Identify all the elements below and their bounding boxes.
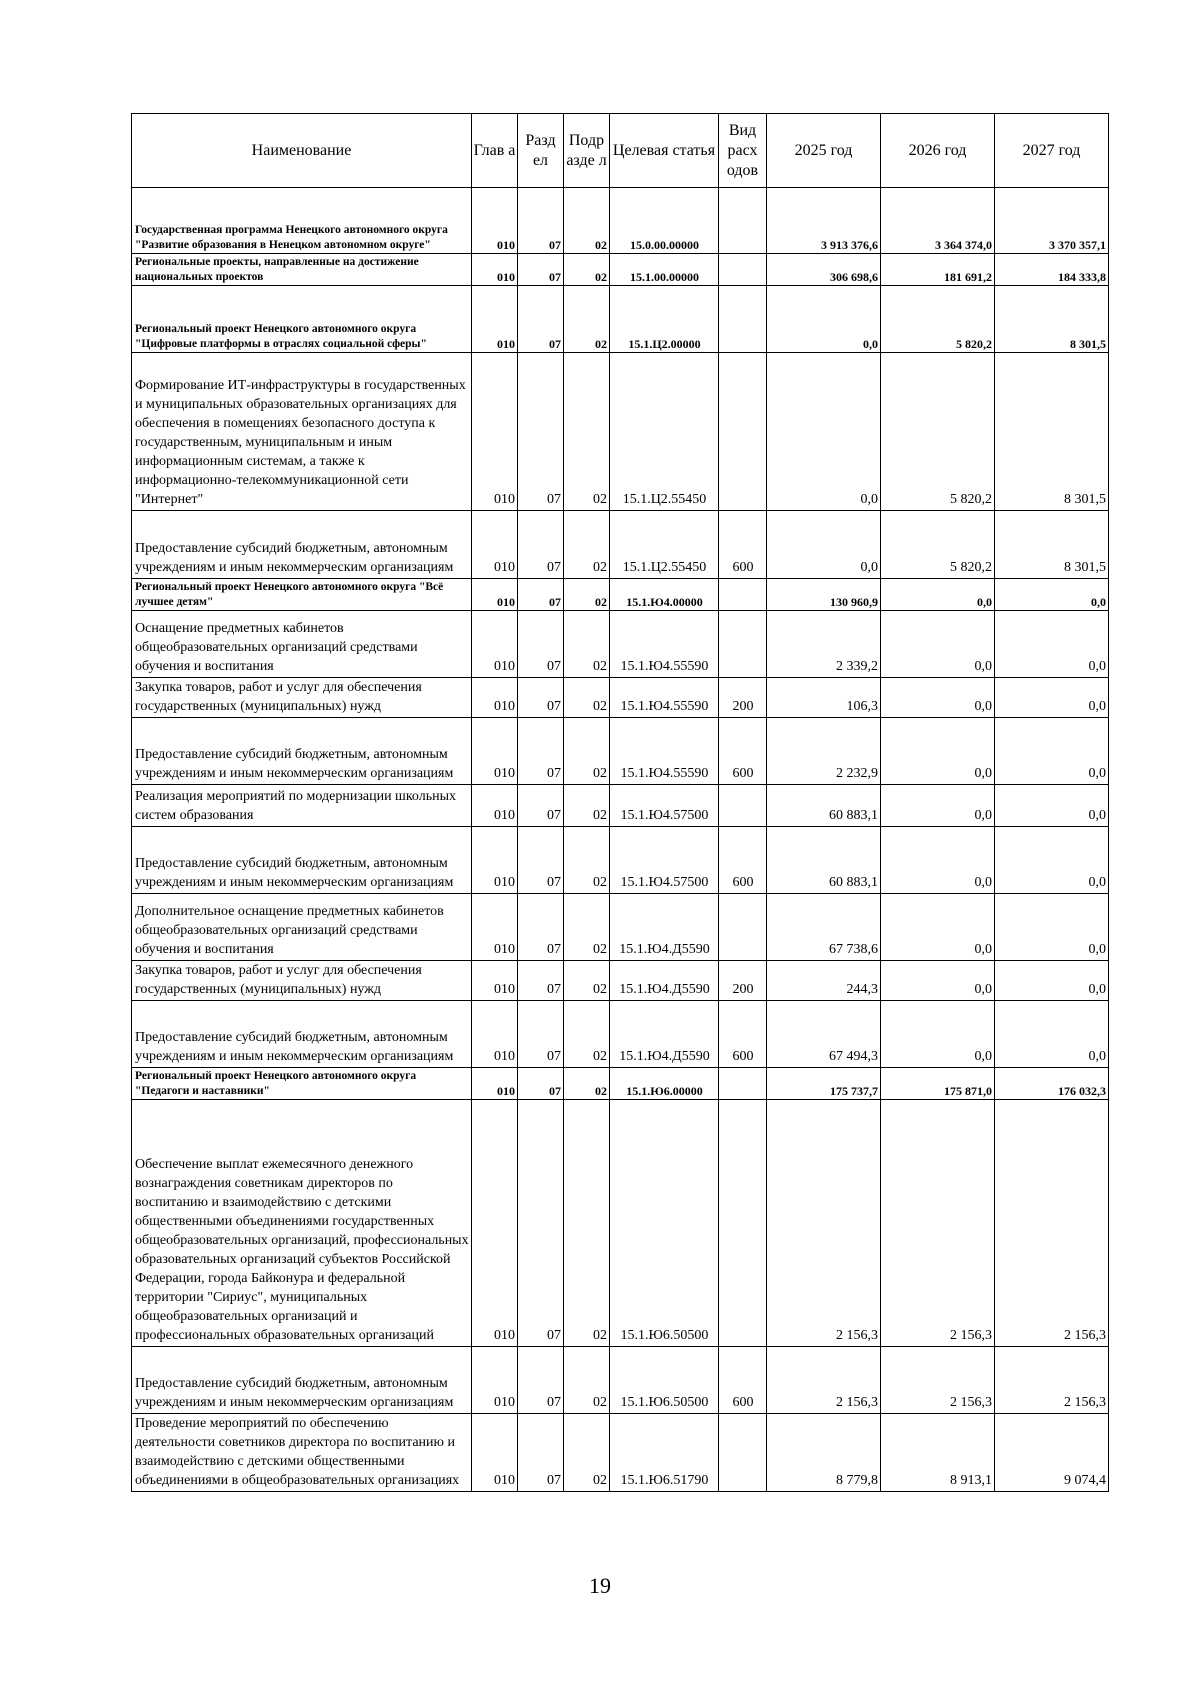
cell-name: Региональный проект Ненецкого автономного округа "Цифровые платформы в отраслях социальной сферы" [132, 286, 472, 353]
cell-vid [719, 286, 767, 353]
cell-tselevaya: 15.1.Ю4.55590 [610, 718, 719, 785]
cell-tselevaya: 15.1.Ю6.51790 [610, 1414, 719, 1492]
cell-y2027: 8 301,5 [995, 511, 1109, 579]
cell-y2026: 181 691,2 [881, 254, 995, 286]
page-number: 19 [589, 1573, 611, 1598]
cell-y2026: 0,0 [881, 611, 995, 678]
cell-tselevaya: 15.1.Ю4.00000 [610, 579, 719, 611]
cell-tselevaya: 15.1.Ц2.55450 [610, 511, 719, 579]
cell-y2027: 0,0 [995, 1001, 1109, 1068]
cell-vid [719, 611, 767, 678]
cell-y2026: 8 913,1 [881, 1414, 995, 1492]
cell-podrazdel: 02 [564, 1100, 610, 1347]
table-row [132, 1414, 1109, 1492]
cell-podrazdel: 02 [564, 1347, 610, 1414]
cell-tselevaya: 15.1.Ю4.55590 [610, 611, 719, 678]
cell-y2026: 5 820,2 [881, 353, 995, 511]
cell-glava: 010 [472, 1100, 518, 1347]
cell-tselevaya: 15.1.Ц2.00000 [610, 286, 719, 353]
cell-y2025: 130 960,9 [767, 579, 881, 611]
cell-name: Закупка товаров, работ и услуг для обеспечения государственных (муниципальных) нужд [132, 678, 472, 718]
cell-razdel: 07 [518, 785, 564, 827]
cell-y2027: 2 156,3 [995, 1347, 1109, 1414]
cell-podrazdel: 02 [564, 894, 610, 961]
cell-y2027: 176 032,3 [995, 1068, 1109, 1100]
cell-glava: 010 [472, 1068, 518, 1100]
header-razdel: Разд ел [518, 114, 564, 188]
cell-y2027: 8 301,5 [995, 353, 1109, 511]
table-body [132, 188, 1109, 1492]
table-row [132, 188, 1109, 254]
cell-podrazdel: 02 [564, 678, 610, 718]
cell-razdel: 07 [518, 894, 564, 961]
cell-glava: 010 [472, 254, 518, 286]
header-glava: Глав а [472, 114, 518, 188]
cell-y2025: 0,0 [767, 511, 881, 579]
cell-y2025: 3 913 376,6 [767, 188, 881, 254]
header-name: Наименование [132, 114, 472, 188]
cell-razdel: 07 [518, 511, 564, 579]
cell-y2027: 184 333,8 [995, 254, 1109, 286]
cell-y2026: 3 364 374,0 [881, 188, 995, 254]
cell-name: Региональный проект Ненецкого автономного округа "Всё лучшее детям" [132, 579, 472, 611]
cell-vid [719, 579, 767, 611]
table-row [132, 785, 1109, 827]
cell-razdel: 07 [518, 1068, 564, 1100]
cell-name: Региональный проект Ненецкого автономного округа "Педагоги и наставники" [132, 1068, 472, 1100]
cell-y2026: 2 156,3 [881, 1347, 995, 1414]
cell-podrazdel: 02 [564, 718, 610, 785]
cell-glava: 010 [472, 188, 518, 254]
budget-table [131, 113, 1109, 1492]
cell-razdel: 07 [518, 1347, 564, 1414]
header-2026: 2026 год [881, 114, 995, 188]
cell-vid: 600 [719, 718, 767, 785]
cell-podrazdel: 02 [564, 611, 610, 678]
table-row [132, 1001, 1109, 1068]
cell-tselevaya: 15.1.Ю6.00000 [610, 1068, 719, 1100]
cell-y2025: 2 156,3 [767, 1100, 881, 1347]
cell-tselevaya: 15.0.00.00000 [610, 188, 719, 254]
cell-y2027: 8 301,5 [995, 286, 1109, 353]
cell-podrazdel: 02 [564, 827, 610, 894]
cell-glava: 010 [472, 785, 518, 827]
cell-podrazdel: 02 [564, 286, 610, 353]
cell-razdel: 07 [518, 718, 564, 785]
cell-y2026: 0,0 [881, 1001, 995, 1068]
table-row [132, 1347, 1109, 1414]
cell-glava: 010 [472, 511, 518, 579]
cell-razdel: 07 [518, 286, 564, 353]
table-row [132, 254, 1109, 286]
cell-vid: 200 [719, 961, 767, 1001]
cell-vid: 600 [719, 1001, 767, 1068]
cell-y2027: 2 156,3 [995, 1100, 1109, 1347]
cell-y2025: 244,3 [767, 961, 881, 1001]
cell-podrazdel: 02 [564, 353, 610, 511]
table-row [132, 579, 1109, 611]
table-row [132, 511, 1109, 579]
cell-y2026: 175 871,0 [881, 1068, 995, 1100]
cell-y2025: 8 779,8 [767, 1414, 881, 1492]
cell-y2025: 2 156,3 [767, 1347, 881, 1414]
cell-razdel: 07 [518, 1100, 564, 1347]
cell-podrazdel: 02 [564, 188, 610, 254]
cell-razdel: 07 [518, 188, 564, 254]
cell-tselevaya: 15.1.Ю4.55590 [610, 678, 719, 718]
cell-y2027: 9 074,4 [995, 1414, 1109, 1492]
cell-y2026: 0,0 [881, 894, 995, 961]
cell-name: Обеспечение выплат ежемесячного денежного вознаграждения советникам директоров по воспитанию и взаимодействию с детскими общественными объединениями государственных общеобразовательных организаций, профессиональных образовательных организаций субъектов Российской Федерации, города Байконура и федеральной территории "Сириус", муниципальных общеобразовательных организаций и профессиональных образовательных организаций [132, 1100, 472, 1347]
cell-podrazdel: 02 [564, 579, 610, 611]
cell-y2026: 0,0 [881, 827, 995, 894]
cell-glava: 010 [472, 1347, 518, 1414]
cell-y2027: 0,0 [995, 718, 1109, 785]
cell-y2025: 2 232,9 [767, 718, 881, 785]
cell-vid [719, 1414, 767, 1492]
cell-y2026: 5 820,2 [881, 286, 995, 353]
cell-glava: 010 [472, 827, 518, 894]
header-2027: 2027 год [995, 114, 1109, 188]
cell-name: Реализация мероприятий по модернизации школьных систем образования [132, 785, 472, 827]
header-podrazdel: Подр азде л [564, 114, 610, 188]
cell-y2027: 3 370 357,1 [995, 188, 1109, 254]
cell-name: Государственная программа Ненецкого автономного округа "Развитие образования в Ненецком автономном округе" [132, 188, 472, 254]
cell-y2025: 175 737,7 [767, 1068, 881, 1100]
cell-glava: 010 [472, 579, 518, 611]
cell-tselevaya: 15.1.Ю6.50500 [610, 1347, 719, 1414]
cell-podrazdel: 02 [564, 511, 610, 579]
cell-tselevaya: 15.1.00.00000 [610, 254, 719, 286]
cell-vid [719, 254, 767, 286]
cell-razdel: 07 [518, 827, 564, 894]
cell-tselevaya: 15.1.Ю4.57500 [610, 785, 719, 827]
cell-y2027: 0,0 [995, 579, 1109, 611]
cell-y2025: 306 698,6 [767, 254, 881, 286]
cell-glava: 010 [472, 611, 518, 678]
cell-name: Предоставление субсидий бюджетным, автономным учреждениям и иным некоммерческим организациям [132, 1347, 472, 1414]
cell-glava: 010 [472, 678, 518, 718]
cell-y2026: 0,0 [881, 579, 995, 611]
cell-vid [719, 353, 767, 511]
cell-y2026: 5 820,2 [881, 511, 995, 579]
cell-razdel: 07 [518, 1001, 564, 1068]
cell-y2025: 106,3 [767, 678, 881, 718]
cell-vid: 200 [719, 678, 767, 718]
cell-y2025: 67 738,6 [767, 894, 881, 961]
cell-tselevaya: 15.1.Ю4.Д5590 [610, 961, 719, 1001]
cell-razdel: 07 [518, 579, 564, 611]
cell-y2025: 67 494,3 [767, 1001, 881, 1068]
cell-podrazdel: 02 [564, 1068, 610, 1100]
cell-podrazdel: 02 [564, 1001, 610, 1068]
cell-vid: 600 [719, 827, 767, 894]
cell-vid [719, 188, 767, 254]
header-tselevaya: Целевая статья [610, 114, 719, 188]
cell-y2027: 0,0 [995, 894, 1109, 961]
cell-podrazdel: 02 [564, 254, 610, 286]
cell-y2025: 2 339,2 [767, 611, 881, 678]
cell-y2027: 0,0 [995, 678, 1109, 718]
cell-glava: 010 [472, 894, 518, 961]
cell-tselevaya: 15.1.Ю4.Д5590 [610, 894, 719, 961]
cell-vid [719, 894, 767, 961]
cell-y2027: 0,0 [995, 827, 1109, 894]
cell-vid [719, 1100, 767, 1347]
table-row [132, 353, 1109, 511]
cell-name: Предоставление субсидий бюджетным, автономным учреждениям и иным некоммерческим организациям [132, 827, 472, 894]
cell-y2027: 0,0 [995, 785, 1109, 827]
cell-name: Дополнительное оснащение предметных кабинетов общеобразовательных организаций средствами обучения и воспитания [132, 894, 472, 961]
cell-y2026: 0,0 [881, 785, 995, 827]
cell-y2026: 0,0 [881, 718, 995, 785]
cell-podrazdel: 02 [564, 961, 610, 1001]
cell-vid [719, 785, 767, 827]
cell-y2026: 2 156,3 [881, 1100, 995, 1347]
cell-name: Предоставление субсидий бюджетным, автономным учреждениям и иным некоммерческим организациям [132, 511, 472, 579]
cell-name: Оснащение предметных кабинетов общеобразовательных организаций средствами обучения и воспитания [132, 611, 472, 678]
cell-name: Региональные проекты, направленные на достижение национальных проектов [132, 254, 472, 286]
cell-glava: 010 [472, 961, 518, 1001]
cell-razdel: 07 [518, 678, 564, 718]
cell-name: Формирование ИТ-инфраструктуры в государственных и муниципальных образовательных организациях для обеспечения в помещениях безопасного доступа к государственным, муниципальным и иным информационным системам, а также к информационно-телекоммуникационной сети "Интернет" [132, 353, 472, 511]
cell-name: Предоставление субсидий бюджетным, автономным учреждениям и иным некоммерческим организациям [132, 718, 472, 785]
cell-name: Закупка товаров, работ и услуг для обеспечения государственных (муниципальных) нужд [132, 961, 472, 1001]
cell-glava: 010 [472, 286, 518, 353]
table-row [132, 961, 1109, 1001]
cell-y2025: 60 883,1 [767, 827, 881, 894]
cell-y2025: 60 883,1 [767, 785, 881, 827]
cell-y2027: 0,0 [995, 961, 1109, 1001]
cell-vid: 600 [719, 1347, 767, 1414]
cell-razdel: 07 [518, 1414, 564, 1492]
cell-vid: 600 [719, 511, 767, 579]
cell-y2026: 0,0 [881, 678, 995, 718]
table-row [132, 286, 1109, 353]
table-row [132, 827, 1109, 894]
cell-glava: 010 [472, 353, 518, 511]
cell-tselevaya: 15.1.Ю4.Д5590 [610, 1001, 719, 1068]
cell-razdel: 07 [518, 961, 564, 1001]
header-2025: 2025 год [767, 114, 881, 188]
table-row [132, 894, 1109, 961]
cell-name: Предоставление субсидий бюджетным, автономным учреждениям и иным некоммерческим организациям [132, 1001, 472, 1068]
cell-vid [719, 1068, 767, 1100]
table-row [132, 611, 1109, 678]
cell-razdel: 07 [518, 254, 564, 286]
cell-razdel: 07 [518, 611, 564, 678]
cell-name: Проведение мероприятий по обеспечению деятельности советников директора по воспитанию и взаимодействию с детскими общественными объединениями в общеобразовательных организациях [132, 1414, 472, 1492]
cell-tselevaya: 15.1.Ц2.55450 [610, 353, 719, 511]
cell-y2025: 0,0 [767, 353, 881, 511]
cell-glava: 010 [472, 1001, 518, 1068]
cell-glava: 010 [472, 718, 518, 785]
table-header-row [132, 114, 1109, 188]
table-row [132, 718, 1109, 785]
table-row [132, 1100, 1109, 1347]
cell-razdel: 07 [518, 353, 564, 511]
cell-y2025: 0,0 [767, 286, 881, 353]
cell-tselevaya: 15.1.Ю4.57500 [610, 827, 719, 894]
cell-glava: 010 [472, 1414, 518, 1492]
cell-tselevaya: 15.1.Ю6.50500 [610, 1100, 719, 1347]
table-row [132, 678, 1109, 718]
header-vid: Вид расх одов [719, 114, 767, 188]
cell-y2027: 0,0 [995, 611, 1109, 678]
cell-podrazdel: 02 [564, 1414, 610, 1492]
cell-podrazdel: 02 [564, 785, 610, 827]
cell-y2026: 0,0 [881, 961, 995, 1001]
table-row [132, 1068, 1109, 1100]
